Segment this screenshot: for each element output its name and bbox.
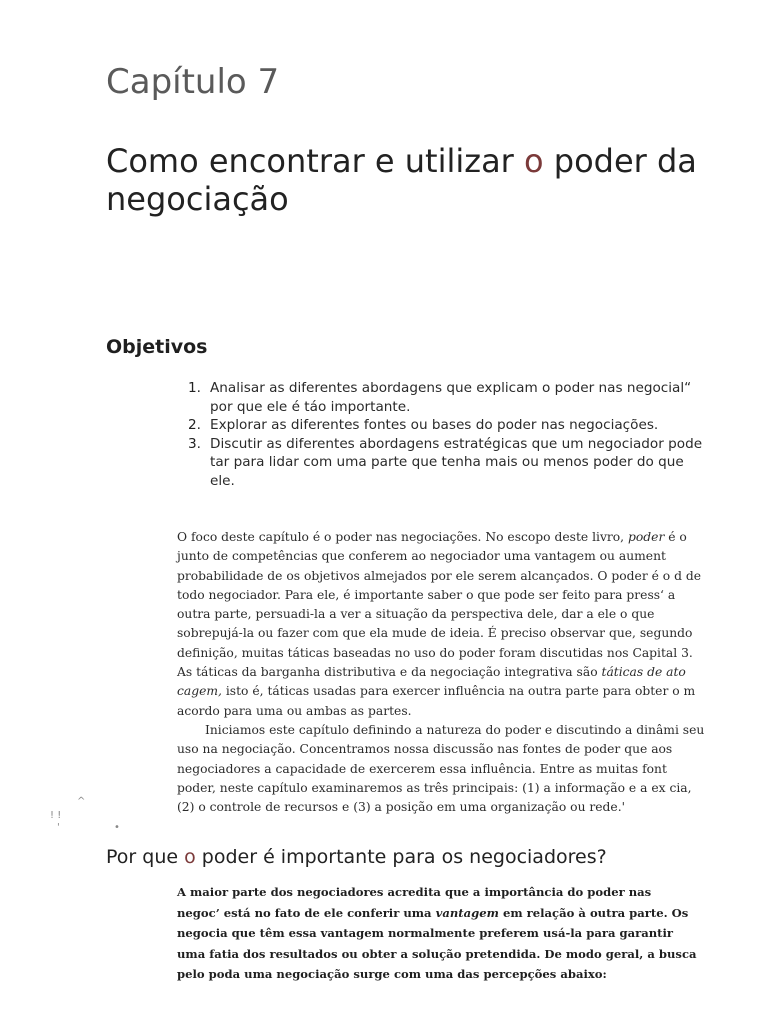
objective-number: 2.	[188, 417, 201, 433]
section-p-b: em relação à outra parte. Os negocia que têm essa vantagem normalmente preferem usá-la para garantir uma fatia dos resultados ou obter a solução pretendida. De modo geral, a busca pelo poda uma negociação surge com uma das percepções abaixo:	[177, 905, 697, 981]
intro-p1-a: O foco deste capítulo é o poder nas negociações. No escopo deste livro,	[177, 530, 625, 544]
scan-mark: ^	[77, 796, 86, 807]
objectives-list	[188, 379, 708, 490]
section-p-em: vantagem	[435, 905, 499, 920]
scan-mark: •	[114, 822, 120, 833]
objective-number: 1.	[188, 380, 201, 396]
objective-text: Explorar as diferentes fontes ou bases do poder nas negociações.	[210, 417, 659, 433]
objective-item	[188, 416, 708, 435]
chapter-title-part2: poder da negociação	[106, 142, 697, 218]
intro-paragraph-2: Iniciamos este capítulo definindo a natureza do poder e discutindo a dinâmi seu uso na negociação. Concentramos nossa discussão nas fontes de poder que aos negociadores a capacidade de exercerem essa influência. Entre as muitas font poder, neste capítulo examinaremos as três principais: (1) a informação e a ex cia, (2) o controle de recursos e (3) a posição em uma organização ou rede.'	[177, 722, 705, 815]
objective-text: Analisar as diferentes abordagens que explicam o poder nas negocial“ por que ele é táo importante.	[210, 380, 692, 415]
chapter-label: Capítulo 7	[106, 62, 280, 102]
scan-mark: ! !	[50, 810, 62, 821]
objectives-heading: Objetivos	[106, 336, 208, 358]
section-heading	[106, 846, 607, 868]
section-heading-accent: o	[184, 846, 196, 868]
intro-p1-em-poder: poder	[628, 530, 665, 544]
objective-number: 3.	[188, 435, 201, 452]
section-p-a: A maior parte dos negociadores acredita que a importância do poder nas negoc’ está no fato de ele conferir uma	[177, 885, 652, 920]
chapter-title	[106, 142, 706, 218]
chapter-title-part1: Como encontrar e utilizar	[106, 142, 514, 180]
intro-p1-c: isto é, táticas usadas para exercer influência na outra parte para obter o m acordo para uma ou ambas as partes.	[177, 684, 696, 718]
objective-item	[188, 379, 708, 416]
chapter-title-accent: o	[524, 142, 544, 180]
section-paragraph	[177, 882, 697, 985]
scan-mark: '	[57, 822, 60, 833]
section-heading-part1: Por que	[106, 846, 179, 868]
intro-p1-em-taticas: táticas de ato cagem,	[177, 665, 686, 699]
intro-p1-b: é o junto de competências que conferem ao negociador uma vantagem ou aument probabilidade de os objetivos almejados por ele serem alcançados. O poder é o d de todo negociador. Para ele, é importante saber o que pode ser feito para press‘ a outra parte, persuadi-la a ver a situação da perspectiva dele, dar a ele o que sobrepujá-la ou fazer com que ela mude de ideia. É preciso observar que, segundo definição, muitas táticas baseadas no uso do poder foram discutidas nos Capital 3. As táticas da barganha distributiva e da negociação integrativa são	[177, 530, 702, 680]
intro-paragraph-1	[177, 528, 705, 721]
intro-text	[177, 528, 705, 817]
section-text	[177, 882, 697, 985]
objective-text: Discutir as diferentes abordagens estratégicas que um negociador pode tar para lidar com uma parte que tenha mais ou menos poder do que ele.	[210, 435, 703, 489]
objective-item	[188, 435, 708, 491]
section-heading-part2: poder é importante para os negociadores?	[201, 846, 607, 868]
